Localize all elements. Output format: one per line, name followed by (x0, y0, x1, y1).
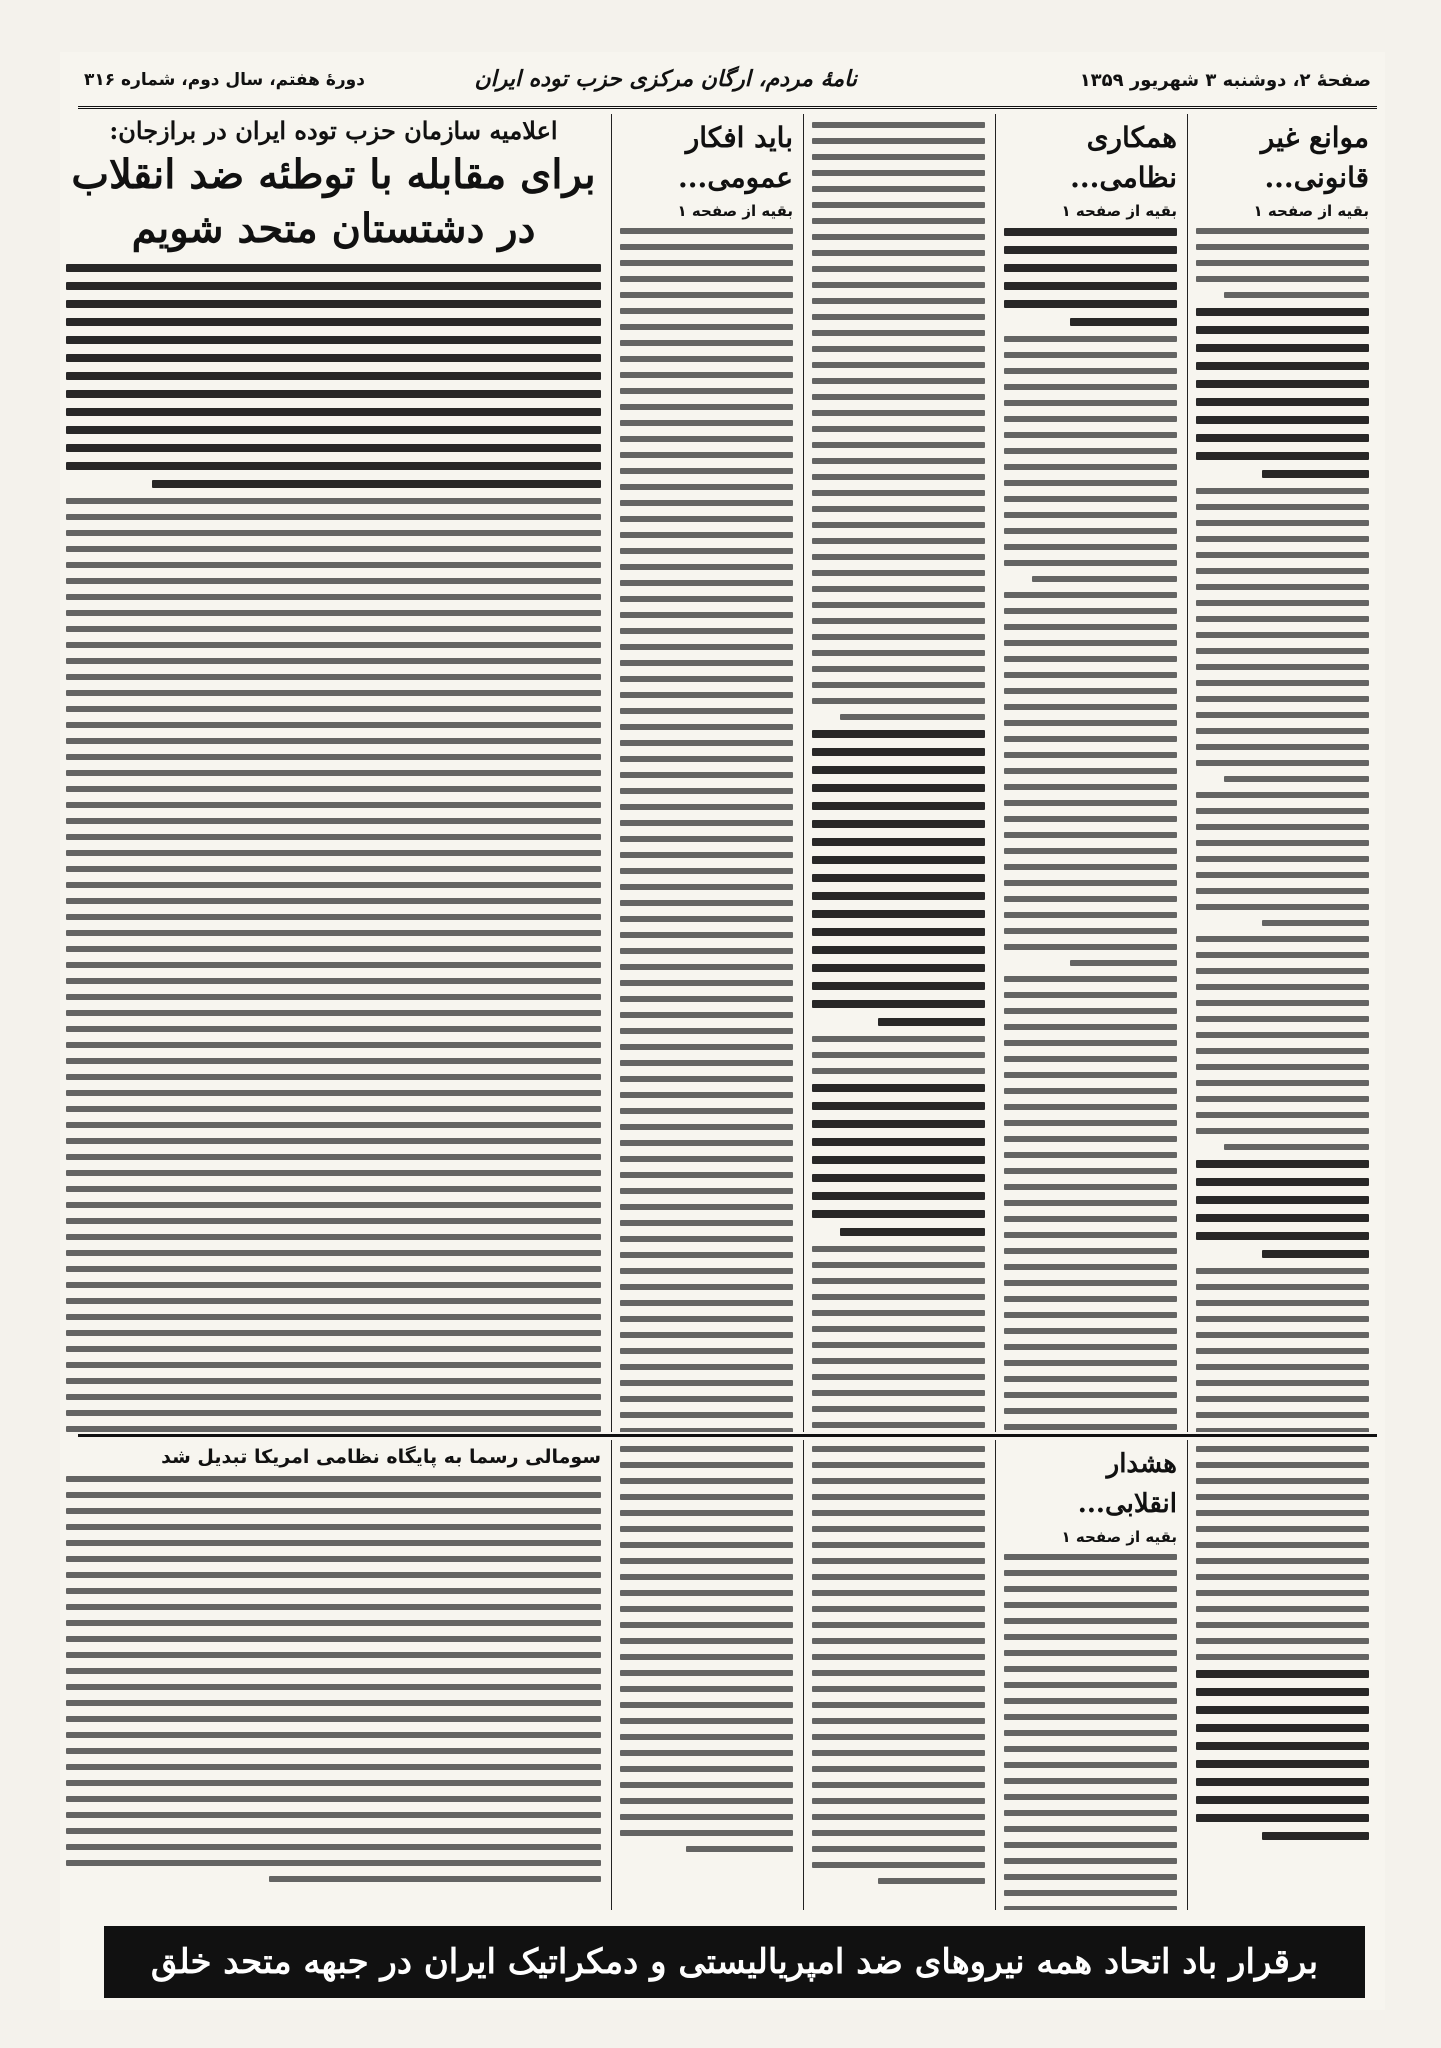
lower-column-1 (1187, 1440, 1377, 1910)
column-4-title: باید افکار عمومی... (678, 121, 793, 194)
column-1-body (1196, 228, 1369, 1432)
masthead (78, 62, 1377, 109)
lower-column-3 (803, 1440, 993, 1910)
column-5 (58, 114, 609, 1432)
lower-column-5-title: سومالی رسما به پایگاه نظامی امریکا تبدیل شد (161, 1446, 601, 1468)
lower-column-4 (611, 1440, 801, 1910)
column-4-body (620, 228, 793, 1432)
column-1-sub: بقیه از صفحه ۱ (1253, 202, 1369, 220)
lower-column-2 (995, 1440, 1185, 1910)
issue-info: دورهٔ هفتم، سال دوم، شماره ۳۱۶ (84, 70, 365, 90)
lower-column-3-body (812, 1446, 985, 1884)
column-2-body (1004, 228, 1177, 1432)
column-4-sub: بقیه از صفحه ۱ (677, 202, 793, 220)
paper-name: نامهٔ مردم، ارگان مرکزی حزب توده ایران (474, 66, 857, 92)
lower-column-2-body (1004, 1554, 1177, 1910)
lower-columns (78, 1440, 1377, 1910)
lead-headline-line-2: در دشتستان متحد شویم (131, 205, 536, 252)
column-1 (1187, 114, 1377, 1432)
column-3-body (812, 122, 985, 1432)
column-5-body (66, 264, 601, 1432)
lead-kicker: اعلامیه سازمان حزب توده ایران در برازجان: (109, 116, 558, 145)
lower-column-5-body (66, 1476, 601, 1882)
column-1-title: موانع غیر قانونی... (1260, 121, 1369, 194)
footer-banner: برقرار باد اتحاد همه نیروهای ضد امپریالیستی و دمکراتیک ایران در جبهه متحد خلق (104, 1926, 1365, 1998)
lead-headline-line-1: برای مقابله با توطئه ضد انقلاب (71, 151, 596, 198)
page-info: صفحهٔ ۲، دوشنبه ۳ شهریور ۱۳۵۹ (1079, 70, 1371, 91)
lower-column-4-body (620, 1446, 793, 1852)
column-3 (803, 114, 993, 1432)
column-4 (611, 114, 801, 1432)
newspaper-page (60, 52, 1385, 2010)
lower-column-1-body (1196, 1446, 1369, 1840)
lower-column-2-title: هشدار انقلابی... (1077, 1449, 1177, 1519)
column-2-sub: بقیه از صفحه ۱ (1061, 202, 1177, 220)
section-rule (78, 1434, 1377, 1437)
lower-column-5 (58, 1440, 609, 1910)
lead-headline (66, 114, 601, 256)
lower-column-2-sub: بقیه از صفحه ۱ (1061, 1528, 1177, 1546)
column-2 (995, 114, 1185, 1432)
upper-columns (71, 114, 1377, 1432)
column-2-title: همکاری نظامی... (1070, 121, 1177, 194)
